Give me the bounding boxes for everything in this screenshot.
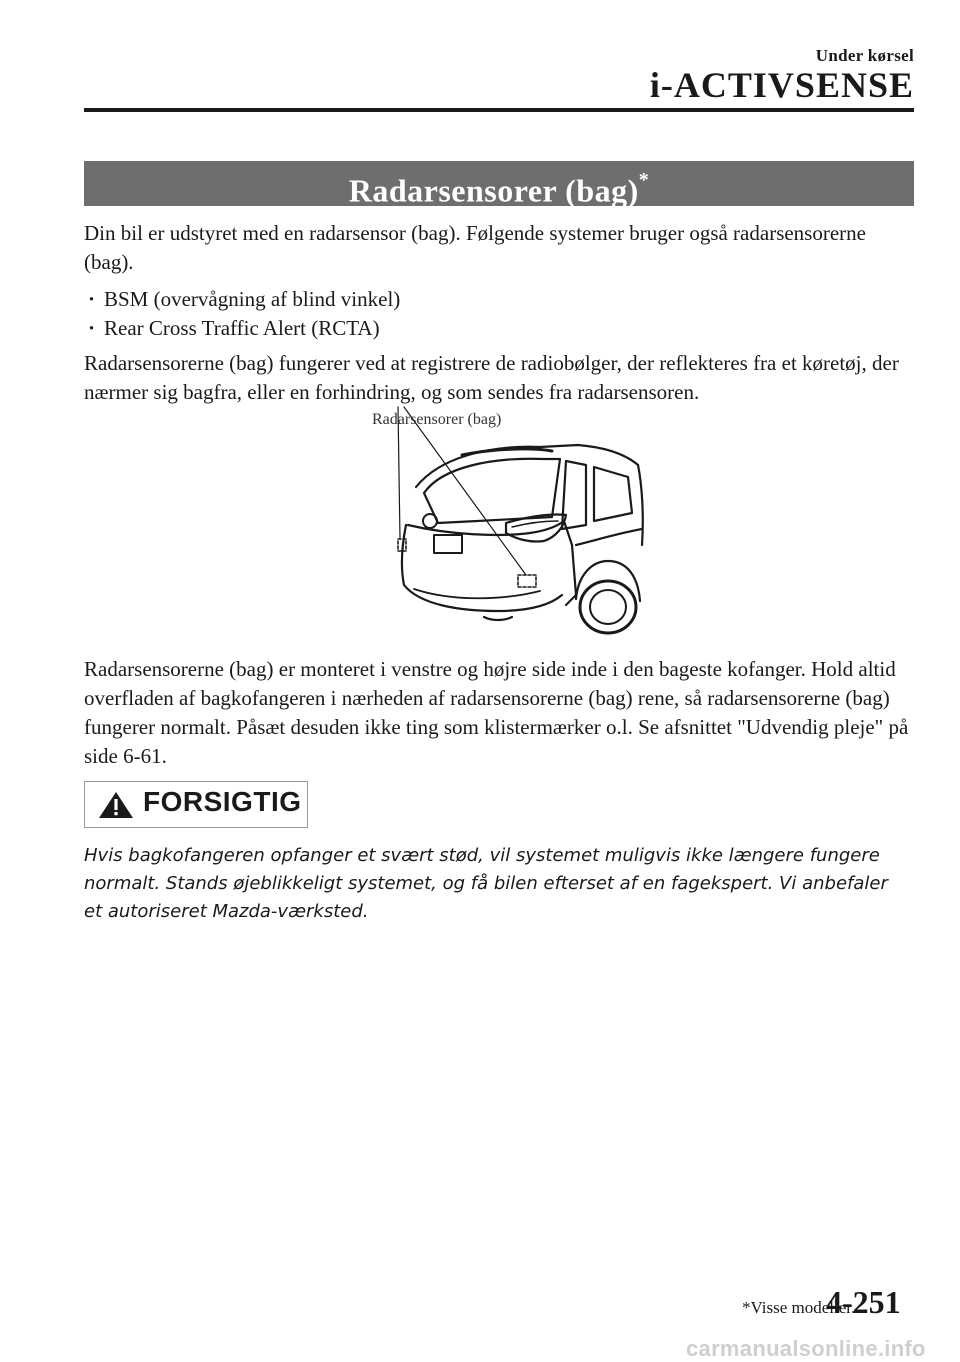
list-item: · Rear Cross Traffic Alert (RCTA) <box>84 314 400 343</box>
section-title: Radarsensorer (bag) <box>348 172 639 209</box>
list-item: · BSM (overvågning af blind vinkel) <box>84 285 400 314</box>
chapter-title: i-ACTIVSENSE <box>649 65 914 105</box>
function-paragraph: Radarsensorerne (bag) fungerer ved at registrere de radiobølger, der reflekteres fra et køretøj, der nærmer sig bagfra, eller en forhindring, og som sendes fra radarsensoren. <box>84 351 899 404</box>
warning-triangle-icon <box>97 790 135 820</box>
chapter-subtitle: Under kørsel <box>815 46 914 65</box>
section-footnote-marker: * <box>638 169 650 191</box>
section-title-banner <box>84 161 914 209</box>
location-paragraph: Radarsensorerne (bag) er monteret i venstre og højre side inde i den bageste kofanger. Hold altid overfladen af bagkofangeren i nærheden af radarsensorerne (bag) rene, så radarsensorerne (bag) fungerer normalt. Påsæt desuden ikke ting som klistermærker o.l. Se afsnittet "Udvendig pleje" på side 6-61. <box>84 657 909 768</box>
watermark: carmanualsonline.info <box>686 1336 926 1361</box>
caution-label: FORSIGTIG <box>143 786 302 817</box>
page-number: 4-251 <box>826 1284 901 1320</box>
systems-list <box>84 285 400 343</box>
car-rear-illustration <box>380 405 650 640</box>
footnote: *Visse modeller. <box>742 1298 856 1317</box>
intro-paragraph: Din bil er udstyret med en radarsensor (bag). Følgende systemer bruger også radarsensorerne (bag). <box>84 221 866 274</box>
caution-text: Hvis bagkofangeren opfanger et svært stød, vil systemet muligvis ikke længere fungere normalt. Stands øjeblikkeligt systemet, og få bilen efterset af en fagekspert. Vi anbefaler et autoriseret Mazda-værksted. <box>84 845 888 922</box>
header-divider <box>84 108 914 112</box>
figure-label: Radarsensorer (bag) <box>372 411 502 428</box>
caution-header <box>84 781 308 828</box>
